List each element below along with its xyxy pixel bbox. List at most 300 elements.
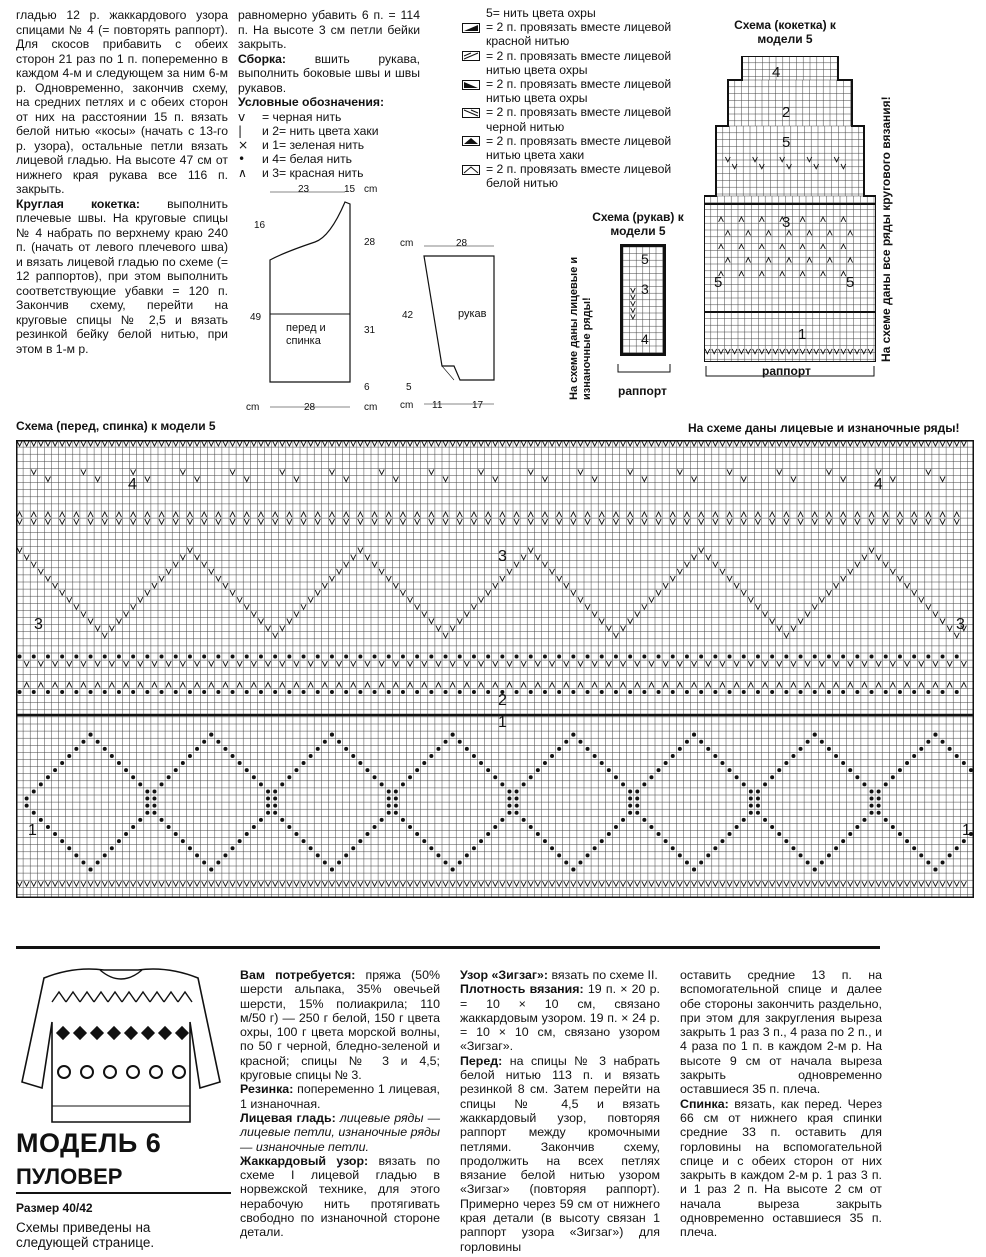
v-stitch-mark	[861, 349, 866, 354]
dot-stitch-mark	[586, 747, 590, 751]
v-stitch-mark	[940, 519, 945, 524]
v-stitch-mark	[528, 548, 533, 553]
caret-stitch-mark	[759, 271, 764, 276]
caret-stitch-mark	[436, 682, 441, 687]
v-stitch-mark	[798, 619, 803, 624]
front-label-1c: 1	[962, 822, 971, 839]
legend-text: = черная нить	[262, 109, 342, 124]
dot-stitch-mark	[415, 690, 419, 694]
v-stitch-mark	[379, 441, 384, 446]
v-stitch-mark	[947, 661, 952, 666]
v-stitch-mark	[706, 441, 711, 446]
v-stitch-mark	[294, 881, 299, 886]
caret-stitch-mark	[159, 512, 164, 517]
caret-stitch-mark	[812, 512, 817, 517]
dot-stitch-mark	[841, 655, 845, 659]
caret-stitch-mark	[400, 512, 405, 517]
v-stitch-mark	[429, 441, 434, 446]
dot-stitch-mark	[145, 797, 149, 801]
v-stitch-mark	[408, 881, 413, 886]
caret-stitch-mark	[841, 512, 846, 517]
v-stitch-mark	[159, 576, 164, 581]
dot-stitch-mark	[60, 839, 64, 843]
dot-stitch-mark	[607, 832, 611, 836]
dot-stitch-mark	[657, 690, 661, 694]
v-stitch-mark	[848, 881, 853, 886]
v-stitch-mark	[677, 441, 682, 446]
v-stitch-mark	[88, 441, 93, 446]
v-stitch-mark	[585, 604, 590, 609]
caret-stitch-mark	[692, 682, 697, 687]
v-stitch-mark	[535, 881, 540, 886]
dot-stitch-mark	[657, 768, 661, 772]
dot-stitch-mark	[344, 853, 348, 857]
v-stitch-mark	[826, 881, 831, 886]
dot-stitch-mark	[145, 804, 149, 808]
v-stitch-mark	[746, 349, 751, 354]
v-stitch-mark	[209, 881, 214, 886]
caret-stitch-mark	[841, 244, 846, 249]
caret-stitch-mark	[280, 682, 285, 687]
dot-stitch-mark	[557, 690, 561, 694]
v-stitch-mark	[798, 441, 803, 446]
dot-stitch-mark	[266, 804, 270, 808]
dot-stitch-mark	[266, 797, 270, 801]
sleeve-chart-side-note: На схеме даны лицевые и изнаночные ряды!	[568, 256, 593, 400]
sleeve-pattern	[398, 236, 510, 416]
dot-stitch-mark	[763, 782, 767, 786]
caret-stitch-mark	[88, 512, 93, 517]
dot-stitch-mark	[472, 846, 476, 850]
v-stitch-mark	[621, 661, 626, 666]
dot-stitch-mark	[586, 655, 590, 659]
v-stitch-mark	[124, 661, 129, 666]
dot-stitch-mark	[394, 789, 398, 793]
dot-stitch-mark	[294, 832, 298, 836]
dot-stitch-mark	[742, 655, 746, 659]
front-label-3: 3	[498, 548, 507, 565]
v-stitch-mark	[770, 441, 775, 446]
dot-stitch-mark	[344, 747, 348, 751]
dot-stitch-mark	[770, 690, 774, 694]
v-stitch-mark	[422, 611, 427, 616]
dot-stitch-mark	[380, 782, 384, 786]
caret-stitch-mark	[237, 682, 242, 687]
v-stitch-mark	[663, 583, 668, 588]
v-stitch-mark	[322, 881, 327, 886]
v-stitch-mark	[798, 519, 803, 524]
caret-stitch-mark	[821, 244, 826, 249]
v-stitch-mark	[926, 519, 931, 524]
dot-stitch-mark	[848, 768, 852, 772]
v-stitch-mark	[415, 604, 420, 609]
v-stitch-mark	[770, 881, 775, 886]
dot-stitch-mark	[60, 655, 64, 659]
v-stitch-mark	[670, 441, 675, 446]
v-stitch-mark	[919, 661, 924, 666]
sleeve-rapport-label: раппорт	[618, 384, 667, 398]
dot-stitch-mark	[131, 690, 135, 694]
v-stitch-mark	[897, 441, 902, 446]
dot-stitch-mark	[408, 825, 412, 829]
dot-stitch-mark	[862, 782, 866, 786]
dot-stitch-mark	[614, 690, 618, 694]
caret-stitch-mark	[287, 512, 292, 517]
v-stitch-mark	[471, 604, 476, 609]
v-stitch-mark	[805, 441, 810, 446]
legend-item	[238, 110, 420, 124]
dot-stitch-mark	[138, 818, 142, 822]
v-stitch-mark	[308, 881, 313, 886]
v-stitch-mark	[145, 519, 150, 524]
v-stitch-mark	[38, 569, 43, 574]
dot-stitch-mark	[500, 655, 504, 659]
v-stitch-mark	[251, 611, 256, 616]
dot-stitch-mark	[167, 775, 171, 779]
v-stitch-mark	[24, 441, 29, 446]
v-stitch-mark	[869, 441, 874, 446]
caret-stitch-mark	[415, 512, 420, 517]
v-stitch-mark	[365, 661, 370, 666]
v-stitch-mark	[244, 881, 249, 886]
zigzag-text: вязать по схеме II.	[551, 968, 658, 982]
v-stitch-mark	[408, 597, 413, 602]
caret-stitch-mark	[521, 682, 526, 687]
dot-stitch-mark	[309, 846, 313, 850]
v-stitch-mark	[677, 569, 682, 574]
v-stitch-mark	[173, 881, 178, 886]
v-stitch-mark	[24, 661, 29, 666]
dim-28: 28	[364, 237, 376, 248]
v-stitch-mark	[734, 661, 739, 666]
v-stitch-mark	[770, 519, 775, 524]
dot-stitch-mark	[415, 768, 419, 772]
legend-item	[462, 134, 684, 162]
dot-stitch-mark	[841, 690, 845, 694]
v-stitch-mark	[755, 881, 760, 886]
v-stitch-mark	[180, 555, 185, 560]
dot-stitch-mark	[32, 789, 36, 793]
dot-stitch-mark	[174, 690, 178, 694]
legend-item	[462, 6, 684, 20]
dot-stitch-mark	[46, 775, 50, 779]
front-heading: Перед:	[460, 1053, 503, 1068]
dot-stitch-mark	[152, 811, 156, 815]
dot-stitch-mark	[401, 782, 405, 786]
dot-stitch-mark	[145, 655, 149, 659]
dot-stitch-mark	[571, 690, 575, 694]
dot-stitch-mark	[571, 655, 575, 659]
caret-stitch-mark	[741, 512, 746, 517]
v-stitch-mark	[372, 881, 377, 886]
v-stitch-mark	[95, 626, 100, 631]
dot-stitch-mark	[358, 655, 362, 659]
dot-stitch-mark	[160, 690, 164, 694]
dot-stitch-mark	[678, 747, 682, 751]
caret-stitch-mark	[464, 682, 469, 687]
dot-stitch-mark	[642, 690, 646, 694]
dot-stitch-mark	[53, 768, 57, 772]
dim-bottom: 28	[304, 402, 316, 413]
dot-stitch-mark	[664, 839, 668, 843]
dot-stitch-mark	[152, 797, 156, 801]
v-stitch-mark	[500, 441, 505, 446]
sborka-heading: Сборка:	[238, 51, 286, 66]
dot-stitch-mark	[799, 747, 803, 751]
dim-top: 28	[456, 238, 468, 249]
v-stitch-mark	[834, 441, 839, 446]
dot-stitch-mark	[238, 839, 242, 843]
v-stitch-mark	[116, 881, 121, 886]
v-stitch-mark	[379, 881, 384, 886]
dot-stitch-mark	[273, 690, 277, 694]
v-stitch-mark	[868, 349, 873, 354]
dot-stitch-mark	[394, 804, 398, 808]
dot-stitch-mark	[124, 768, 128, 772]
dot-stitch-mark	[813, 655, 817, 659]
v-stitch-mark	[550, 441, 555, 446]
v-stitch-mark	[787, 349, 792, 354]
back-text: вязать, как перед. Через 66 см от нижнего края спинки средние 33 п. оставить для горловины на вспомогательной спице и с обеих сторон от них закрыть в каждом 2-м р. 1 раз 3 п. и 1 раз 2 п. На высоте 2 см от начала выреза закрыть одновременно оставшиеся 35 п. плеча.	[680, 1096, 883, 1240]
dot-stitch-mark	[586, 853, 590, 857]
dot-stitch-mark	[962, 761, 966, 765]
v-stitch-mark	[358, 881, 363, 886]
dot-stitch-mark	[578, 740, 582, 744]
sleeve-label-5: 5	[641, 251, 649, 267]
dot-stitch-mark	[472, 754, 476, 758]
v-stitch-mark	[266, 626, 271, 631]
dot-stitch-mark	[905, 839, 909, 843]
legend-text: = 2 п. провязать вместе лицевой черной нитью	[486, 105, 672, 134]
caret-stitch-mark	[31, 512, 36, 517]
v-stitch-mark	[784, 633, 789, 638]
v-stitch-mark	[507, 441, 512, 446]
v-stitch-mark	[500, 519, 505, 524]
legend-item	[238, 166, 420, 180]
v-stitch-mark	[223, 881, 228, 886]
v-stitch-mark	[436, 881, 441, 886]
v-stitch-mark	[315, 590, 320, 595]
dot-stitch-mark	[557, 655, 561, 659]
intro-paragraph: гладью 12 р. жаккардового узора спицами № 4 (= повторять раппорт). Для скосов прибавить с обеих сторон 21 раз по 1 п. попеременно в каждом 4-м и следующем за ним 6-м р. Одновременно, закончив схему, на средних петлях и с обеих сторон от них на расстоянии 15 п. вязать белой нитью «косы» (начать с 13-го р. узора), остальные петли вязать лицевой гладью. На высоте 47 см от нижнего края рукава все 116 п. закрыть.	[16, 8, 228, 196]
v-stitch-mark	[95, 477, 100, 482]
caret-stitch-mark	[67, 682, 72, 687]
back-column	[680, 968, 882, 1240]
v-stitch-mark	[500, 881, 505, 886]
caret-stitch-mark	[677, 682, 682, 687]
dot-stitch-mark	[820, 860, 824, 864]
caret-stitch-mark	[571, 512, 576, 517]
caret-stitch-mark	[848, 682, 853, 687]
legend-item	[238, 138, 420, 152]
dot-stitch-mark	[955, 655, 959, 659]
v-stitch-mark	[741, 881, 746, 886]
v-stitch-mark	[195, 477, 200, 482]
dot-stitch-mark	[245, 655, 249, 659]
dot-stitch-mark	[586, 690, 590, 694]
v-stitch-mark	[834, 881, 839, 886]
dot-stitch-mark	[557, 747, 561, 751]
v-stitch-mark	[493, 583, 498, 588]
v-stitch-mark	[301, 881, 306, 886]
dot-stitch-mark	[174, 655, 178, 659]
v-stitch-mark	[329, 441, 334, 446]
dot-stitch-mark	[273, 797, 277, 801]
dot-stitch-mark	[813, 690, 817, 694]
grid-lines	[742, 56, 838, 80]
caret-stitch-mark	[800, 217, 805, 222]
v-stitch-mark	[393, 881, 398, 886]
dot-stitch-mark	[223, 853, 227, 857]
v-stitch-mark	[720, 441, 725, 446]
dot-stitch-mark	[387, 655, 391, 659]
v-stitch-mark	[692, 441, 697, 446]
v-stitch-mark	[81, 441, 86, 446]
v-stitch-mark	[784, 519, 789, 524]
dot-stitch-mark	[756, 811, 760, 815]
v-stitch-mark	[301, 441, 306, 446]
v-stitch-mark	[17, 548, 22, 553]
v-stitch-mark	[862, 555, 867, 560]
v-stitch-mark	[393, 583, 398, 588]
dot-stitch-mark	[948, 853, 952, 857]
v-stitch-mark	[631, 288, 636, 293]
v-stitch-mark	[209, 661, 214, 666]
v-stitch-mark	[145, 590, 150, 595]
v-stitch-mark	[766, 349, 771, 354]
v-stitch-mark	[876, 661, 881, 666]
dot-stitch-mark	[855, 655, 859, 659]
v-stitch-mark	[713, 441, 718, 446]
v-stitch-mark	[841, 441, 846, 446]
front-chart-svg	[16, 440, 974, 898]
v-stitch-mark	[500, 576, 505, 581]
v-stitch-mark	[734, 583, 739, 588]
v-stitch-mark	[202, 441, 207, 446]
caret-stitch-mark	[748, 682, 753, 687]
v-stitch-mark	[486, 519, 491, 524]
caret-stitch-mark	[890, 682, 895, 687]
dot-stitch-mark	[784, 655, 788, 659]
dot-stitch-mark	[507, 804, 511, 808]
caret-stitch-mark	[585, 512, 590, 517]
dot-stitch-mark	[912, 655, 916, 659]
v-stitch-mark	[109, 661, 114, 666]
v-stitch-mark	[926, 469, 931, 474]
dot-stitch-mark	[380, 818, 384, 822]
v-stitch-mark	[344, 477, 349, 482]
dot-stitch-mark	[671, 690, 675, 694]
v-stitch-mark	[613, 633, 618, 638]
caret-stitch-mark	[947, 682, 952, 687]
v-stitch-mark	[450, 626, 455, 631]
dot-stitch-mark	[898, 832, 902, 836]
dot-stitch-mark	[557, 853, 561, 857]
v-stitch-mark	[793, 349, 798, 354]
koketka-chart-title: Схема (кокетка) к модели 5	[734, 18, 836, 46]
dot-stitch-mark	[160, 655, 164, 659]
v-stitch-mark	[862, 881, 867, 886]
v-stitch-mark	[479, 469, 484, 474]
v-stitch-mark	[38, 441, 43, 446]
dot-stitch-mark	[898, 768, 902, 772]
dot-stitch-mark	[89, 733, 93, 737]
v-stitch-mark	[507, 661, 512, 666]
v-stitch-mark	[244, 604, 249, 609]
caret-stitch-mark	[755, 512, 760, 517]
v-stitch-mark	[826, 441, 831, 446]
caret-stitch-mark	[784, 512, 789, 517]
v-stitch-mark	[131, 604, 136, 609]
caret-stitch-mark	[337, 682, 342, 687]
v-stitch-mark	[692, 555, 697, 560]
legend-text: и 4= белая нить	[262, 152, 353, 167]
v-stitch-mark	[74, 441, 79, 446]
dot-stitch-mark	[124, 832, 128, 836]
dot-stitch-mark	[103, 747, 107, 751]
legend-symbol: v	[238, 109, 246, 124]
v-stitch-mark	[365, 881, 370, 886]
v-stitch-mark	[95, 441, 100, 446]
dot-stitch-mark	[479, 839, 483, 843]
dot-stitch-mark	[323, 860, 327, 864]
dot-stitch-mark	[919, 853, 923, 857]
v-stitch-mark	[145, 441, 150, 446]
v-stitch-mark	[358, 441, 363, 446]
dot-stitch-mark	[152, 789, 156, 793]
dot-stitch-mark	[472, 690, 476, 694]
front-chart-title: Схема (перед, спинка) к модели 5	[16, 419, 216, 433]
legend-item	[462, 49, 684, 77]
v-stitch-mark	[725, 349, 730, 354]
v-stitch-mark	[826, 519, 831, 524]
triangle-icon	[462, 134, 480, 148]
v-stitch-mark	[386, 881, 391, 886]
dot-stitch-mark	[628, 655, 632, 659]
v-stitch-mark	[358, 519, 363, 524]
dot-stitch-mark	[287, 825, 291, 829]
dot-stitch-mark	[479, 761, 483, 765]
v-stitch-mark	[542, 881, 547, 886]
dot-stitch-mark	[756, 690, 760, 694]
dot-stitch-mark	[763, 818, 767, 822]
dot-stitch-mark	[436, 853, 440, 857]
dot-stitch-mark	[67, 846, 71, 850]
v-stitch-mark	[791, 441, 796, 446]
caret-stitch-mark	[479, 682, 484, 687]
koketka-label-5c: 5	[846, 274, 855, 291]
koketka-rapport-label: раппорт	[762, 364, 811, 378]
v-stitch-mark	[429, 469, 434, 474]
dim-17: 17	[472, 400, 484, 411]
v-stitch-mark	[187, 881, 192, 886]
v-stitch-mark	[322, 583, 327, 588]
v-stitch-mark	[933, 661, 938, 666]
caret-stitch-mark	[486, 512, 491, 517]
rib-heading: Резинка:	[240, 1082, 294, 1097]
dot-stitch-mark	[223, 747, 227, 751]
koketka-text: выполнить плечевые швы. На круговые спицы № 4 набрать по верхнему краю 240 п. (начать от левого плечевого шва) и вязать лицевой гладью по схеме (= 12 раппортов), при этом выполнить соответствующие убавки = 120 п. Закончив схему, перейти на круговые спицы № 2,5 и вязать резинкой бейку белой нитью, при этом в 1-м р.	[16, 196, 228, 356]
dot-stitch-mark	[273, 811, 277, 815]
dot-stitch-mark	[167, 825, 171, 829]
v-stitch-mark	[315, 519, 320, 524]
v-stitch-mark	[621, 626, 626, 631]
v-stitch-mark	[109, 441, 114, 446]
v-stitch-mark	[599, 881, 604, 886]
v-stitch-mark	[763, 881, 768, 886]
v-stitch-mark	[628, 441, 633, 446]
v-stitch-mark	[940, 441, 945, 446]
